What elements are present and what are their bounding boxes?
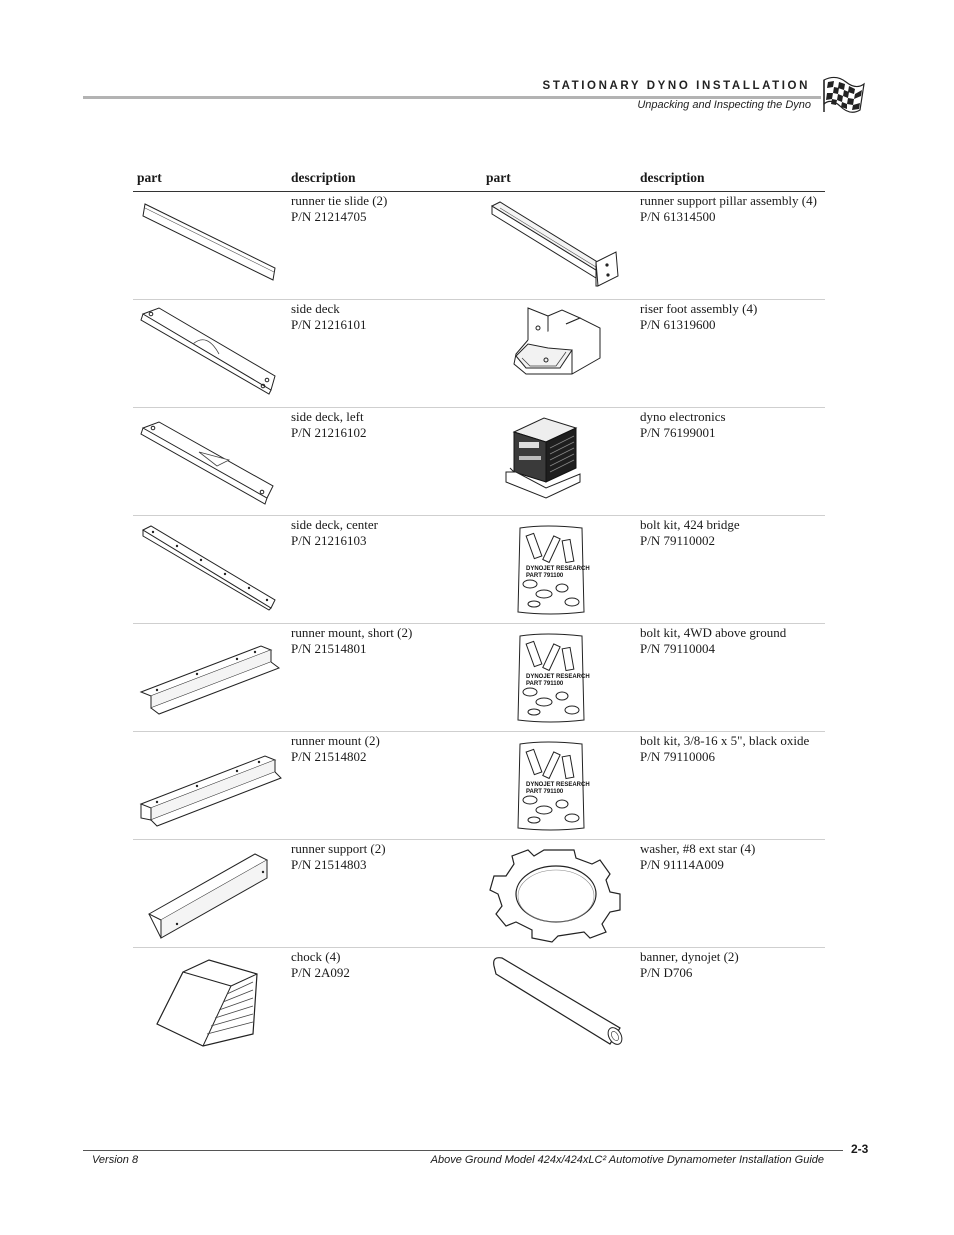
part-description (291, 841, 476, 872)
part-number: P/N 79110004 (640, 640, 715, 656)
part-description (640, 517, 825, 548)
dyno-electronics-icon (486, 412, 632, 512)
footer-rule (83, 1150, 843, 1151)
runner-tie-slide-icon (137, 196, 283, 296)
col-header-part: part (137, 170, 162, 185)
part-number: P/N 21514802 (291, 748, 367, 764)
part-number: P/N 21514801 (291, 640, 367, 656)
table-row (133, 300, 825, 408)
part-name: runner tie slide (2) (291, 193, 388, 208)
bag-label-text: PART 791100 (526, 573, 564, 579)
bag-label-text: PART 791100 (526, 681, 564, 687)
part-name: runner support pillar assembly (4) (640, 193, 817, 208)
part-description (291, 625, 476, 656)
table-row (133, 516, 825, 624)
part-name: runner mount (2) (291, 733, 380, 748)
bolt-kit-icon (486, 520, 632, 620)
part-number: P/N 21514803 (291, 856, 367, 872)
version-label: Version 8 (92, 1154, 139, 1166)
runner-mount-short-icon (137, 628, 283, 728)
part-description (291, 409, 476, 440)
part-number: P/N 79110006 (640, 748, 715, 764)
section-title: STATIONARY DYNO INSTALLATION (542, 80, 810, 92)
side-deck-center-icon (137, 520, 283, 620)
part-description (291, 949, 476, 980)
bag-label-text: DYNOJET RESEARCH (526, 782, 590, 788)
part-description (291, 193, 476, 224)
part-name: bolt kit, 3/8-16 x 5", black oxide (640, 733, 810, 748)
part-description (640, 301, 825, 332)
col-header-description: description (640, 170, 705, 185)
side-deck-left-icon (137, 412, 283, 512)
part-name: runner support (2) (291, 841, 386, 856)
part-name: washer, #8 ext star (4) (640, 841, 756, 856)
page-number: 2-3 (851, 1142, 869, 1156)
riser-foot-icon (486, 304, 632, 404)
part-description (640, 625, 825, 656)
part-description (291, 301, 476, 332)
table-row (133, 624, 825, 732)
runner-support-icon (137, 844, 283, 944)
part-description (291, 733, 476, 764)
table-row (133, 192, 825, 300)
bag-label-text: DYNOJET RESEARCH (526, 674, 590, 680)
part-description (640, 841, 825, 872)
part-description (291, 517, 476, 548)
part-description (640, 733, 825, 764)
part-number: P/N D706 (640, 964, 693, 980)
part-name: side deck (291, 301, 340, 316)
section-subtitle: Unpacking and Inspecting the Dyno (637, 99, 811, 111)
part-number: P/N 76199001 (640, 424, 716, 440)
part-description (640, 193, 825, 224)
part-number: P/N 61314500 (640, 208, 716, 224)
part-number: P/N 79110002 (640, 532, 715, 548)
part-number: P/N 21216101 (291, 316, 367, 332)
runner-support-pillar-icon (486, 196, 632, 296)
part-name: runner mount, short (2) (291, 625, 413, 640)
part-description (640, 409, 825, 440)
part-name: banner, dynojet (2) (640, 949, 739, 964)
part-name: chock (4) (291, 949, 341, 964)
runner-mount-icon (137, 736, 283, 836)
part-number: P/N 91114A009 (640, 856, 724, 872)
guide-title: Above Ground Model 424x/424xLC² Automotive Dynamometer Installation Guide (430, 1154, 824, 1166)
table-row (133, 948, 825, 1055)
table-row (133, 732, 825, 840)
part-description (640, 949, 825, 980)
star-washer-icon (486, 844, 632, 944)
table-row (133, 408, 825, 516)
checkered-flag-icon (822, 76, 866, 114)
bag-label-text: PART 791100 (526, 789, 564, 795)
part-name: bolt kit, 424 bridge (640, 517, 740, 532)
part-number: P/N 61319600 (640, 316, 716, 332)
part-number: P/N 21216102 (291, 424, 367, 440)
bolt-kit-icon (486, 628, 632, 728)
parts-table (133, 166, 825, 1055)
table-header (133, 166, 825, 192)
part-number: P/N 21214705 (291, 208, 367, 224)
side-deck-icon (137, 304, 283, 404)
part-name: dyno electronics (640, 409, 726, 424)
part-number: P/N 21216103 (291, 532, 367, 548)
bag-label-text: DYNOJET RESEARCH (526, 566, 590, 572)
banner-roll-icon (486, 952, 632, 1052)
part-name: riser foot assembly (4) (640, 301, 758, 316)
bolt-kit-icon (486, 736, 632, 836)
col-header-part: part (486, 170, 511, 185)
part-number: P/N 2A092 (291, 964, 350, 980)
part-name: bolt kit, 4WD above ground (640, 625, 787, 640)
part-name: side deck, left (291, 409, 364, 424)
col-header-description: description (291, 170, 356, 185)
chock-icon (137, 952, 283, 1052)
part-name: side deck, center (291, 517, 378, 532)
table-row (133, 840, 825, 948)
